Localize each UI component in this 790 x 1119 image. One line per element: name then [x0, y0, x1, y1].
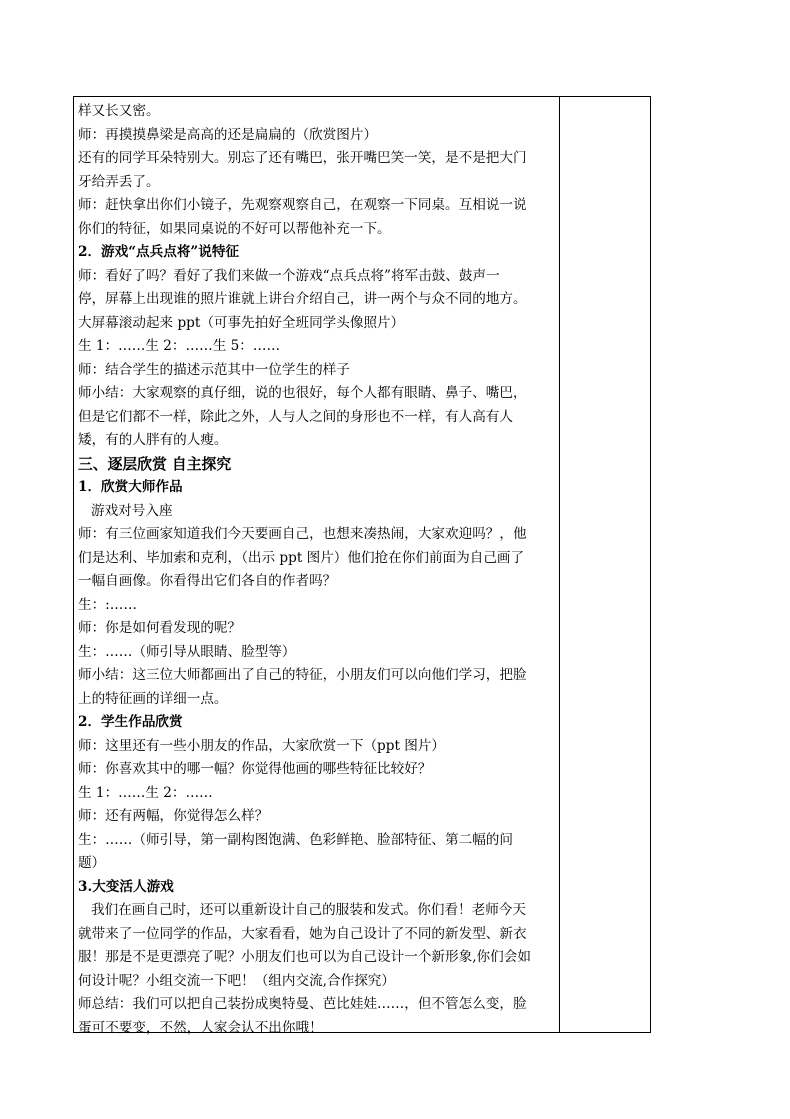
subsection-heading: 2．游戏“点兵点将”说特征: [78, 244, 240, 260]
text-line: 生 1：……生 2：……: [78, 784, 213, 801]
text-line: 师：再摸摸鼻梁是高高的还是扁扁的（欣赏图片）: [78, 126, 378, 143]
text-line: 们是达利、毕加索和克利，（出示 ppt 图片）他们抢在你们前面为自己画了: [78, 549, 525, 566]
text-line: 服！那是不是更漂亮了呢？小朋友们也可以为自己设计一个新形象,你们会如: [78, 949, 531, 965]
text-line: 矮，有的人胖有的人瘦。: [78, 432, 228, 448]
text-line: 就带来了一位同学的作品，大家看看，她为自己设计了不同的新发型、新衣: [78, 925, 527, 942]
subsection-heading: 3.大变活人游戏: [78, 878, 174, 895]
text-line: 师：看好了吗？看好了我们来做一个游戏“点兵点将”将军击鼓、鼓声一: [78, 267, 500, 284]
text-line: 样又长又密。: [78, 103, 160, 119]
text-line: 上的特征画的详细一点。: [78, 690, 228, 707]
text-line: 一幅自画像。你看得出它们各自的作者吗？: [78, 573, 337, 589]
text-line: 停，屏幕上出现谁的照片谁就上讲台介绍自己，讲一两个与众不同的地方。: [78, 291, 527, 307]
subsection-heading: 2．学生作品欣赏: [78, 714, 183, 730]
text-line: 还有的同学耳朵特别大。别忘了还有嘴巴，张开嘴巴笑一笑，是不是把大门: [78, 150, 527, 166]
text-line: 生：……（师引导，第一副构图饱满、色彩鲜艳、脸部特征、第二幅的问: [78, 831, 513, 848]
text-line: 蛋可不要变，不然，人家会认不出你哦！: [78, 1019, 323, 1036]
text-line: 师小结：大家观察的真仔细，说的也很好，每个人都有眼睛、鼻子、嘴巴，: [78, 385, 527, 401]
text-line: 师：你是如何看发现的呢？: [78, 620, 242, 636]
text-line: 师：结合学生的描述示范其中一位学生的样子: [78, 361, 350, 378]
text-line: 师：赶快拿出你们小镜子，先观察观察自己，在观察一下同桌。互相说一说: [78, 197, 527, 213]
text-line: 但是它们都不一样，除此之外，人与人之间的身形也不一样，有人高有人: [78, 408, 513, 425]
text-line: 游戏对号入座: [91, 502, 173, 519]
text-line: 大屏幕滚动起来 ppt（可事先拍好全班同学头像照片）: [78, 314, 405, 331]
notes-column-divider: [559, 97, 560, 1032]
text-line: 师总结：我们可以把自己装扮成奥特曼、芭比娃娃……，但不管怎么变，脸: [78, 996, 527, 1012]
text-line: 师：有三位画家知道我们今天要画自己，也想来凑热闹，大家欢迎吗？，他: [78, 526, 527, 542]
text-line: 牙给弄丢了。: [78, 173, 160, 190]
text-line: 我们在画自己时，还可以重新设计自己的服装和发式。你们看！老师今天: [91, 902, 526, 918]
text-line: 你们的特征，如果同桌说的不好可以帮他补充一下。: [78, 220, 391, 237]
text-line: 师小结：这三位大师都画出了自己的特征，小朋友们可以向他们学习，把脸: [78, 667, 527, 683]
subsection-heading: 1．欣赏大师作品: [78, 479, 183, 495]
lesson-plan-table: [73, 96, 651, 1036]
text-line: 生 1：……生 2：……生 5：……: [78, 338, 281, 354]
text-line: 题）: [78, 855, 106, 871]
text-line: 师：你喜欢其中的哪一幅？你觉得他画的哪些特征比较好？: [78, 761, 432, 777]
text-line: 师：还有两幅，你觉得怎么样？: [78, 808, 269, 824]
text-line: 生：……（师引导从眼睛、脸型等）: [78, 643, 296, 660]
lesson-content-cell: [78, 100, 556, 1040]
text-line: 师：这里还有一些小朋友的作品，大家欣赏一下（ppt 图片）: [78, 737, 446, 754]
text-line: 生：:……: [78, 596, 137, 613]
text-line: 何设计呢？小组交流一下吧！（组内交流,合作探究）: [78, 972, 395, 989]
section-heading: 三、逐层欣赏 自主探究: [78, 455, 232, 473]
